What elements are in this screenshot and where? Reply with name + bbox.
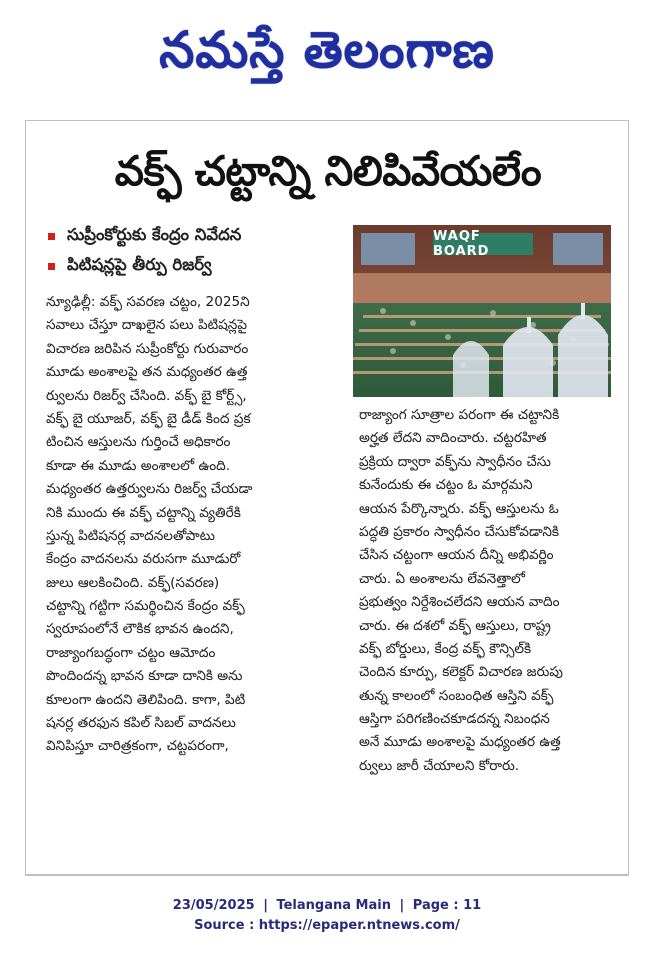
parliament-photo xyxy=(353,225,611,397)
text-line: చట్టాన్ని గట్టిగా సమర్థించిన కేంద్రం వక్ఫ్ xyxy=(46,598,245,615)
article-headline: వక్ఫ్ చట్టాన్ని నిలిపివేయలేం xyxy=(114,146,542,195)
footer-date: 23/05/2025 xyxy=(172,898,255,913)
text-line: మధ్యంతర ఉత్తర్వులను రిజర్వ్ చేయడా xyxy=(46,481,253,498)
text-line: కేంద్రం వాదనలను వరుసగా మూడురో xyxy=(46,551,241,568)
waqf-board-sign: WAQF BOARD xyxy=(433,233,533,255)
footer-separator: | xyxy=(263,898,268,913)
text-line: స్వరూపంలోనే లౌకిక భావన ఉందని, xyxy=(46,621,234,638)
text-line: షనర్ల తరఫున కపిల్ సిబల్ వాదనలు xyxy=(46,715,236,732)
text-line: పొందిందన్న భావన కూడా దానికి అను xyxy=(46,668,243,685)
text-line: ర్వులను రిజర్వ్ చేసింది. వక్ఫ్ బై కోర్ట్స్, xyxy=(46,387,247,404)
footer-page: Page : 11 xyxy=(412,898,482,913)
newspaper-logo: నమస్తే తెలంగాణ xyxy=(159,21,495,79)
text-line: వక్ఫ్ బోర్డులు, కేంద్ర వక్ఫ్ కౌన్సిల్‌కి xyxy=(359,640,532,657)
article-column-right xyxy=(359,404,621,778)
news-clipping xyxy=(25,120,629,876)
text-line: చారు. ఈ దశలో వక్ఫ్ ఆస్తులు, రాష్ట్ర xyxy=(359,617,551,634)
masthead xyxy=(0,0,654,100)
text-line: మూడు అంశాలపై తన మధ్యంతర ఉత్త xyxy=(46,364,248,381)
text-line: ప్రభుత్వం నిర్దేశించలేదని ఆయన వాదిం xyxy=(359,594,560,611)
page-footer xyxy=(0,896,654,936)
footer-meta xyxy=(0,896,654,916)
text-line: కూలంగా ఉందని తెలిపింది. కాగా, పిటి xyxy=(46,691,246,708)
red-square-bullet-icon xyxy=(48,263,55,270)
text-line: అనే మూడు అంశాలపై మధ్యంతర ఉత్త xyxy=(359,734,561,751)
text-line: కునేందుకు ఈ చట్టం ఓ మార్గమని xyxy=(359,477,533,494)
subheadline-text: సుప్రీంకోర్టుకు కేంద్రం నివేదన xyxy=(67,224,242,244)
text-line: చేసిన చట్టంగా ఆయన దీన్ని అభివర్ణిం xyxy=(359,547,554,564)
footer-edition: Telangana Main xyxy=(276,898,391,913)
text-line: ఆస్తిగా పరిగణించకూడదన్న నిబంధన xyxy=(359,711,550,728)
text-line: వక్ఫ్ బై యూజర్, వక్ఫ్ బై డీడ్ కింద ప్రక xyxy=(46,410,251,427)
text-line: న్యూఢిల్లీ: వక్ఫ్ సవరణ చట్టం, 2025ని xyxy=(46,294,250,310)
text-line: విచారణ జరిపిన సుప్రీంకోర్టు గురువారం xyxy=(46,340,249,357)
footer-separator: | xyxy=(399,898,405,913)
subheadline-item xyxy=(48,251,348,281)
subheadline-list xyxy=(48,221,348,281)
text-line: నికి ముందు ఈ వక్ఫ్ చట్టాన్ని వ్యతిరేకి xyxy=(46,504,241,521)
text-line: సవాలు చేస్తూ దాఖలైన పలు పిటిషన్లపై xyxy=(46,317,248,334)
text-line: ఆయన పేర్కొన్నారు. వక్ఫ్ ఆస్తులను ఓ xyxy=(359,500,559,517)
text-line: రాజ్యాంగబద్ధంగా చట్టం ఆమోదం xyxy=(46,644,216,661)
text-line: ప్రక్రియ ద్వారా వక్ఫ్‌ను స్వాధీనం చేసు xyxy=(359,453,552,470)
subheadline-text: పిటిషన్లపై తీర్పు రిజర్వ్ xyxy=(67,254,212,274)
footer-source[interactable]: Source : https://epaper.ntnews.com/ xyxy=(194,918,460,933)
text-line: చెందిన కూర్పు, కలెక్టర్ విచారణ జరుపు xyxy=(359,664,563,681)
article-column-left xyxy=(46,291,344,759)
text-line: పద్ధతి ప్రకారం స్వాధీనం చేసుకోవడానికి xyxy=(359,523,560,540)
text-line: కూడా ఈ మూడు అంశాలలో ఉంది. xyxy=(46,457,231,474)
text-line: తున్న కాలంలో సంబంధిత ఆస్తిని వక్ఫ్ xyxy=(359,687,554,704)
text-line: చారు. ఏ అంశాలను లేవనెత్తాలో xyxy=(359,570,526,587)
text-line: జులు ఆలకించింది. వక్ఫ్(సవరణ) xyxy=(46,574,220,591)
text-line: రాజ్యాంగ సూత్రాల పరంగా ఈ చట్టానికి xyxy=(359,407,560,423)
text-line: అర్హత లేదని వాదించారు. చట్టరహిత xyxy=(359,430,547,447)
text-line: టించిన ఆస్తులను గుర్తించే అధికారం xyxy=(46,434,231,451)
text-line: వినిపిస్తూ చారిత్రకంగా, చట్టపరంగా, xyxy=(46,738,229,755)
text-line: స్తున్న పిటిషనర్ల వాదనలతోపాటు xyxy=(46,527,215,544)
subheadline-item xyxy=(48,221,348,251)
text-line: ర్వులు జారీ చేయాలని కోరారు. xyxy=(359,757,520,774)
red-square-bullet-icon xyxy=(48,233,55,240)
